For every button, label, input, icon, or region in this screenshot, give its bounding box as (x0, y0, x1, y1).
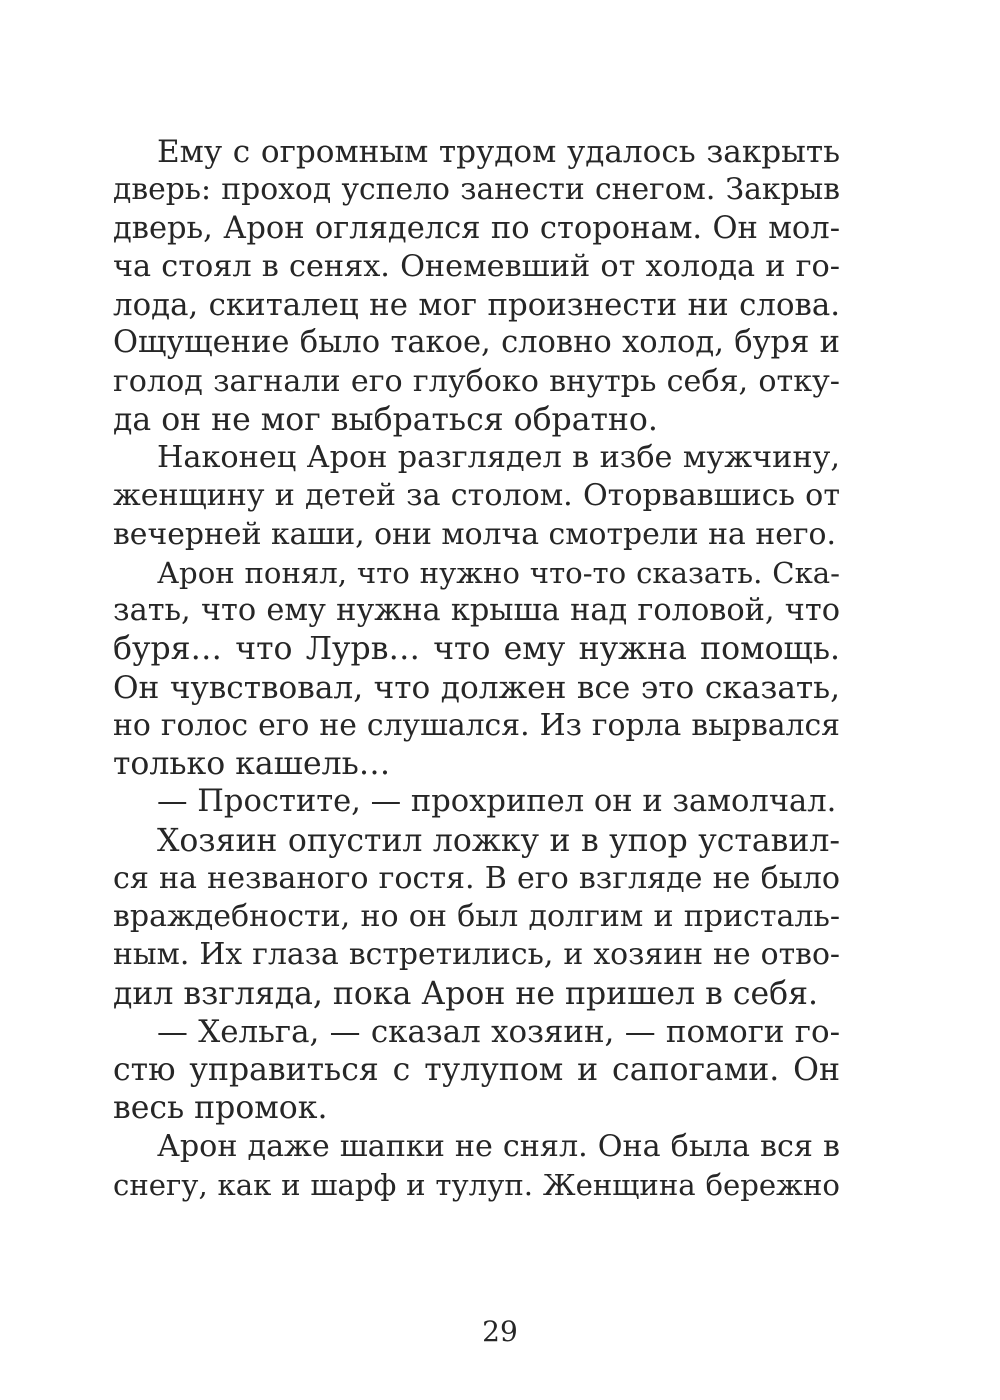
text-line: буря… что Лурв… что ему нужна помощь. (113, 631, 840, 668)
text-line: дил взгляда, пока Арон не пришел в себя. (113, 975, 818, 1012)
text-line: лода, скиталец не мог произнести ни слова. (113, 287, 840, 323)
text-line: снегу, как и шарф и тулуп. Женщина бережно (113, 1167, 840, 1202)
text-line: ся на незваного гостя. В его взгляде не было (113, 860, 840, 896)
text-line: Ощущение было такое, словно холод, буря и (113, 325, 840, 361)
text-line: голод загнали его глубоко внутрь себя, отку- (113, 363, 840, 399)
text-line: весь промок. (113, 1090, 328, 1127)
text-line: дверь, Арон огляделся по сторонам. Он мол- (113, 210, 840, 246)
text-line: Ему с огромным трудом удалось закрыть (157, 134, 840, 170)
text-line: вечерней каши, они молча смотрели на него. (113, 516, 837, 552)
text-line: зать, что ему нужна крыша над головой, что (113, 593, 840, 628)
text-line: — Хельга, — сказал хозяин, — помоги го- (157, 1013, 840, 1050)
text-line: враждебности, но он был долгим и присталь- (113, 899, 840, 934)
text-line: ным. Их глаза встретились, и хозяин не отво- (113, 937, 840, 973)
text-line: ча стоял в сенях. Онемевший от холода и го- (113, 248, 840, 284)
text-line: — Простите, — прохрипел он и замолчал. (157, 784, 837, 820)
text-line: но голос его не слушался. Из горла вырвался (113, 707, 840, 743)
body-text (113, 133, 840, 1204)
text-line: стю управиться с тулупом и сапогами. Он (113, 1052, 840, 1088)
text-line: только кашель… (113, 746, 391, 782)
text-line: Он чувствовал, что должен все это сказать, (113, 669, 840, 706)
text-line: Наконец Арон разглядел в избе мужчину, (157, 440, 840, 475)
text-line: дверь: проход успело занести снегом. Закрыв (113, 172, 840, 208)
page-number: 29 (482, 1315, 518, 1348)
text-line: Арон даже шапки не снял. Она была вся в (157, 1128, 840, 1164)
text-line: да он не мог выбраться обратно. (113, 401, 658, 438)
text-line: Арон понял, что нужно что-то сказать. Ска- (157, 555, 840, 590)
text-line: женщину и детей за столом. Оторвавшись от (113, 478, 840, 514)
text-line: Хозяин опустил ложку и в упор уставил- (157, 822, 840, 859)
